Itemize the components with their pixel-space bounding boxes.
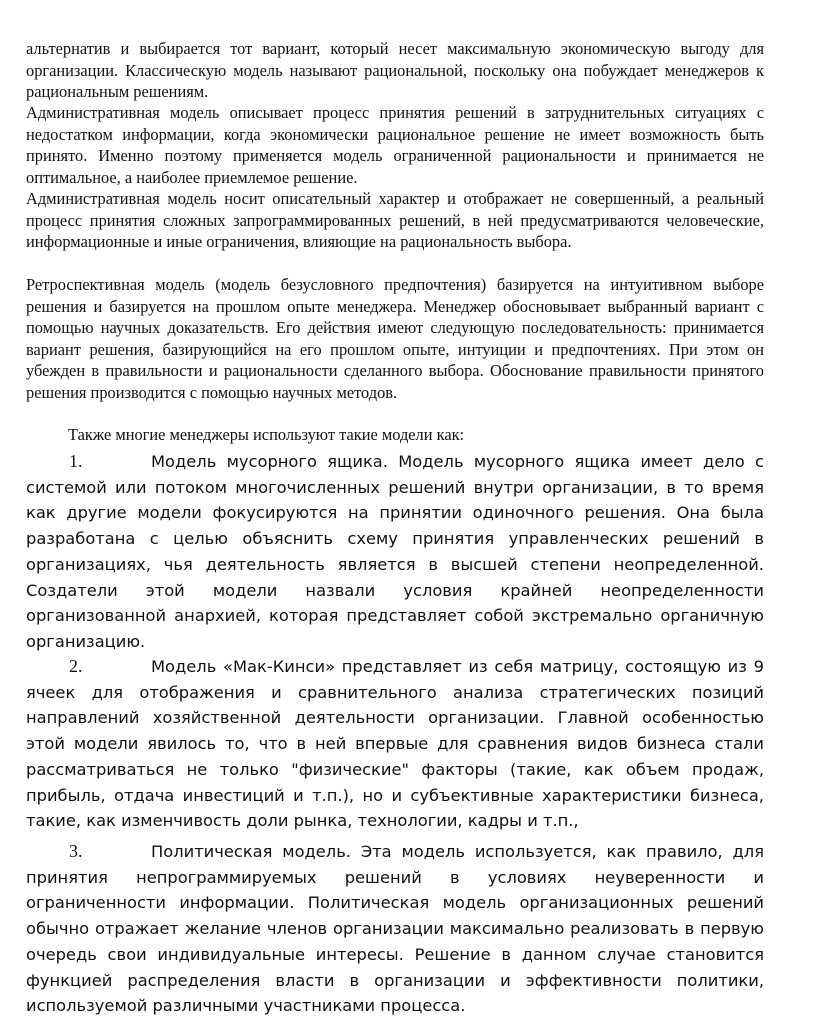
list-item-text: Политическая модель. Эта модель используется, как правило, для принятия непрограммируемых решений в условиях неуверенности и ограниченности информации. Политическая модель организационных решений обычно отражает желание членов организации максимально реализовать в первую очередь свои индивидуальные интересы. Решение в данном случае становится функцией распределения власти в организации и эффективности политики, используемой различными участниками процесса. xyxy=(26,842,764,1016)
list-item-number: 2. xyxy=(69,656,83,676)
list-item-garbage-can-model xyxy=(26,449,764,655)
list-item-mckinsey-model xyxy=(26,654,764,834)
paragraph-administrative-model-description: Административная модель носит описательный характер и отображает не совершенный, а реальный процесс принятия сложных запрограммированных решений, в ней предусматриваются человеческие, информационные и иные ограничения, влияющие на рациональность выбора. xyxy=(26,189,764,251)
paragraph-retrospective-model: Ретроспективная модель (модель безусловного предпочтения) базируется на интуитивном выборе решения и базируется на прошлом опыте менеджера. Менеджер обосновывает выбранный вариант с помощью научных доказательств. Его действия имеют следующую последовательность: принимается вариант решения, базирующийся на его прошлом опыте, интуиции и предпочтениях. При этом он убежден в правильности и рациональности сделанного выбора. Обоснование правильности принятого решения производится с помощью научных методов. xyxy=(26,275,764,402)
paragraph-classical-model: альтернатив и выбирается тот вариант, который несет максимальную экономическую выгоду для организации. Классическую модель называют рациональной, поскольку она побуждает менеджеров к рациональным решениям. xyxy=(26,39,764,101)
list-item-text: Модель мусорного ящика. Модель мусорного ящика имеет дело с системой или потоком многочисленных решений внутри организации, в то время как другие модели фокусируются на принятии одиночного решения. Она была разработана с целью объяснить схему принятия управленческих решений в организациях, чья деятельность является в высшей степени неопределенной. Создатели этой модели назвали условия крайней неопределенности организованной анархией, которая представляет собой экстремально органичную организацию. xyxy=(26,452,764,651)
paragraph-administrative-model: Административная модель описывает процесс принятия решений в затруднительных ситуациях с недостатком информации, когда экономически рациональное решение не имеет возможность быть принято. Именно поэтому применяется модель ограниченной рациональности и принимается не оптимальное, а наиболее приемлемое решение. xyxy=(26,103,764,187)
list-item-political-model xyxy=(26,839,764,1019)
list-item-number: 3. xyxy=(69,841,83,861)
list-intro: Также многие менеджеры используют такие модели как: xyxy=(68,425,465,444)
list-item-number: 1. xyxy=(69,451,83,471)
list-item-text: Модель «Мак-Кинси» представляет из себя матрицу, состоящую из 9 ячеек для отображения и сравнительного анализа стратегических позиций направлений хозяйственной деятельности организации. Главной особенностью этой модели явилось то, что в ней впервые для сравнения видов бизнеса стали рассматриваться не только "физические" факторы (такие, как объем продаж, прибыль, отдача инвестиций и т.п.), но и субъективные характеристики бизнеса, такие, как изменчивость доли рынка, технологии, кадры и т.п., xyxy=(26,657,764,831)
